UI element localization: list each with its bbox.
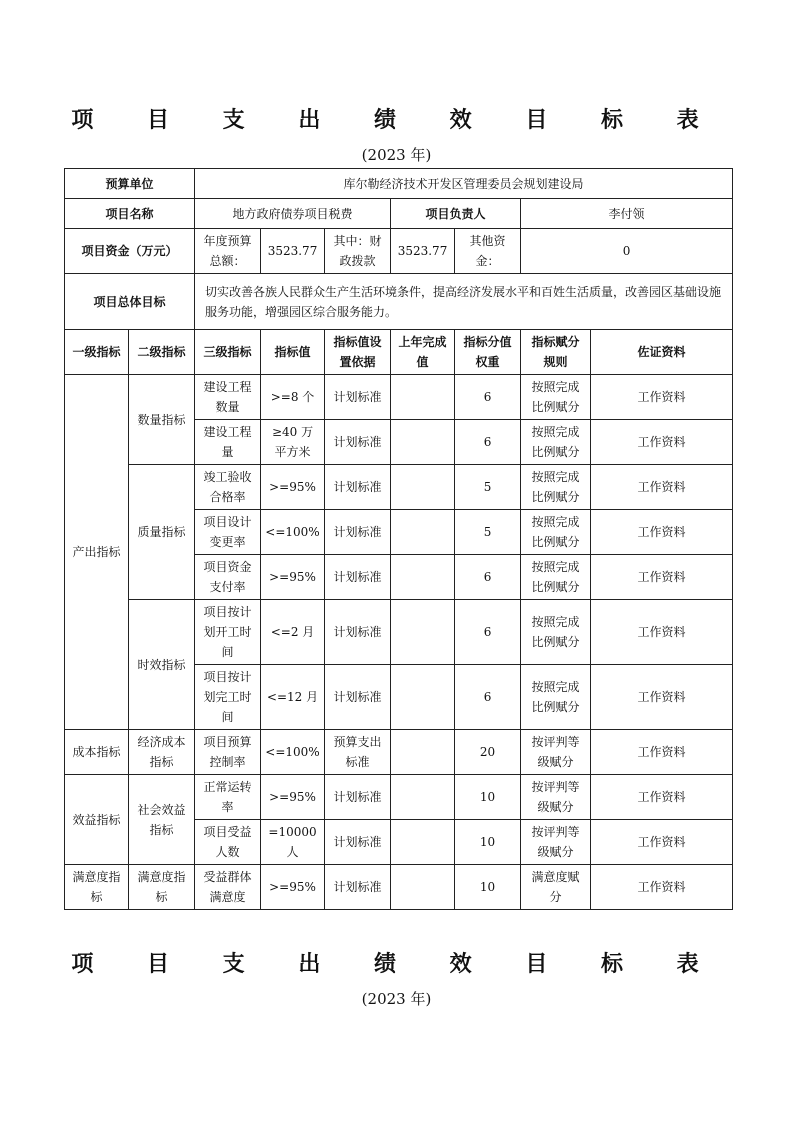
indicator-name: 项目预算控制率 [203,735,252,769]
indicator-name: 建设工程数量 [203,380,252,414]
indicator-value: <=12 月 [261,665,325,730]
performance-table [64,168,733,910]
indicator-rule: 按评判等级赋分 [531,735,580,769]
indicator-rule: 按评判等级赋分 [531,825,580,859]
col-prev: 上年完成值 [398,335,447,369]
indicator-rule: 按照完成比例赋分 [531,615,580,649]
group-output: 产出指标 [65,375,129,730]
col-rule: 指标赋分规则 [531,335,580,369]
page-year: (2023 年) [361,146,432,164]
indicator-weight: 20 [455,730,521,775]
group-benefit: 效益指标 [65,775,129,865]
table-row [65,775,733,820]
budget-unit-label: 预算单位 [65,169,195,199]
goal-value: 切实改善各族人民群众生产生活环境条件，提高经济发展水平和百姓生活质量，改善园区基础设施服务功能，增强园区综合服务能力。 [195,274,733,330]
indicator-basis: 计划标准 [325,555,391,600]
indicator-value: >=8 个 [261,375,325,420]
other-funds-value: 0 [521,229,733,274]
fiscal-value: 3523.77 [391,229,455,274]
indicator-evidence: 工作资料 [591,775,733,820]
indicator-basis: 计划标准 [325,510,391,555]
col-value: 指标值 [261,330,325,375]
indicator-weight: 10 [455,820,521,865]
indicator-weight: 10 [455,865,521,910]
group-cost: 成本指标 [65,730,129,775]
group-quantity: 数量指标 [129,375,195,465]
indicator-basis: 计划标准 [325,375,391,420]
goal-label: 项目总体目标 [65,274,195,330]
other-funds-label: 其他资金： [469,234,506,268]
indicator-basis: 计划标准 [325,600,391,665]
indicator-evidence: 工作资料 [591,820,733,865]
indicator-basis: 计划标准 [325,420,391,465]
indicator-value: <=100% [261,510,325,555]
indicator-weight: 6 [455,375,521,420]
indicator-prev [391,820,455,865]
col-level2: 二级指标 [129,330,195,375]
col-basis: 指标值设置依据 [333,335,382,369]
indicator-basis: 计划标准 [325,465,391,510]
project-name-value: 地方政府债券项目税费 [195,199,391,229]
indicator-rule: 按评判等级赋分 [531,780,580,814]
indicator-evidence: 工作资料 [591,730,733,775]
col-level3: 三级指标 [195,330,261,375]
group-social-benefit: 社会效益指标 [137,802,186,837]
group-satisfaction2: 满意度指标 [137,870,186,904]
indicator-name: 受益群体满意度 [203,870,252,904]
indicator-rule: 按照完成比例赋分 [531,425,580,459]
indicator-prev [391,420,455,465]
indicator-basis: 计划标准 [325,820,391,865]
indicator-weight: 6 [455,555,521,600]
indicator-rule: 满意度赋分 [531,870,580,904]
fiscal-label: 其中：财政拨款 [333,234,382,268]
funds-label: 项目资金（万元） [65,229,195,274]
table-row [65,865,733,910]
indicator-name: 项目受益人数 [203,825,252,859]
indicator-value: =10000 人 [261,820,325,865]
indicator-prev [391,465,455,510]
indicator-value: <=100% [261,730,325,775]
indicator-prev [391,730,455,775]
indicator-name: 项目按计划完工时间 [203,670,252,724]
table-row [65,465,733,510]
col-evidence: 佐证资料 [591,330,733,375]
indicator-evidence: 工作资料 [591,555,733,600]
indicator-evidence: 工作资料 [591,375,733,420]
indicator-evidence: 工作资料 [591,510,733,555]
indicator-evidence: 工作资料 [591,420,733,465]
group-timeliness: 时效指标 [129,600,195,730]
budget-unit-value: 库尔勒经济技术开发区管理委员会规划建设局 [195,169,733,199]
indicator-value: <=2 月 [261,600,325,665]
indicator-weight: 6 [455,665,521,730]
col-weight: 指标分值权重 [463,335,512,369]
indicator-evidence: 工作资料 [591,865,733,910]
indicator-basis: 计划标准 [325,775,391,820]
indicator-name: 正常运转率 [203,780,252,814]
indicator-value: >=95% [261,775,325,820]
indicator-name: 建设工程量 [203,425,252,459]
indicator-prev [391,665,455,730]
table-row [65,375,733,420]
indicator-weight: 6 [455,600,521,665]
indicator-value: >=95% [261,465,325,510]
indicator-evidence: 工作资料 [591,600,733,665]
col-level1: 一级指标 [65,330,129,375]
group-satisfaction: 满意度指标 [72,870,121,904]
group-economic-cost: 经济成本指标 [137,735,186,769]
annual-budget-label: 年度预算总额： [203,234,252,268]
project-leader-label: 项目负责人 [391,199,521,229]
page-title-repeat: 项 目 支 出 绩 效 目 标 表 [71,951,722,977]
indicator-value: >=95% [261,865,325,910]
indicator-value: ≥40 万平方米 [271,425,314,459]
indicator-basis: 预算支出标准 [333,735,382,769]
indicator-weight: 5 [455,510,521,555]
indicator-rule: 按照完成比例赋分 [531,470,580,504]
indicator-prev [391,375,455,420]
indicator-name: 项目设计变更率 [203,515,252,549]
indicator-evidence: 工作资料 [591,665,733,730]
indicator-prev [391,510,455,555]
indicator-value: >=95% [261,555,325,600]
page-year-repeat: (2023 年) [361,990,432,1008]
indicator-prev [391,865,455,910]
indicator-rule: 按照完成比例赋分 [531,515,580,549]
indicator-basis: 计划标准 [325,665,391,730]
indicator-weight: 6 [455,420,521,465]
table-row [65,600,733,665]
indicator-weight: 5 [455,465,521,510]
indicator-rule: 按照完成比例赋分 [531,680,580,714]
indicator-rule: 按照完成比例赋分 [531,380,580,414]
page-title: 项 目 支 出 绩 效 目 标 表 [71,107,722,133]
group-quality: 质量指标 [129,465,195,600]
indicator-evidence: 工作资料 [591,465,733,510]
table-row [65,730,733,775]
indicator-name: 竣工验收合格率 [203,470,252,504]
indicator-prev [391,600,455,665]
project-leader-value: 李付领 [521,199,733,229]
project-name-label: 项目名称 [65,199,195,229]
indicator-name: 项目按计划开工时间 [203,605,252,659]
indicator-weight: 10 [455,775,521,820]
indicator-prev [391,555,455,600]
indicator-basis: 计划标准 [325,865,391,910]
annual-budget-value: 3523.77 [261,229,325,274]
indicator-prev [391,775,455,820]
indicator-name: 项目资金支付率 [203,560,252,594]
indicator-rule: 按照完成比例赋分 [531,560,580,594]
